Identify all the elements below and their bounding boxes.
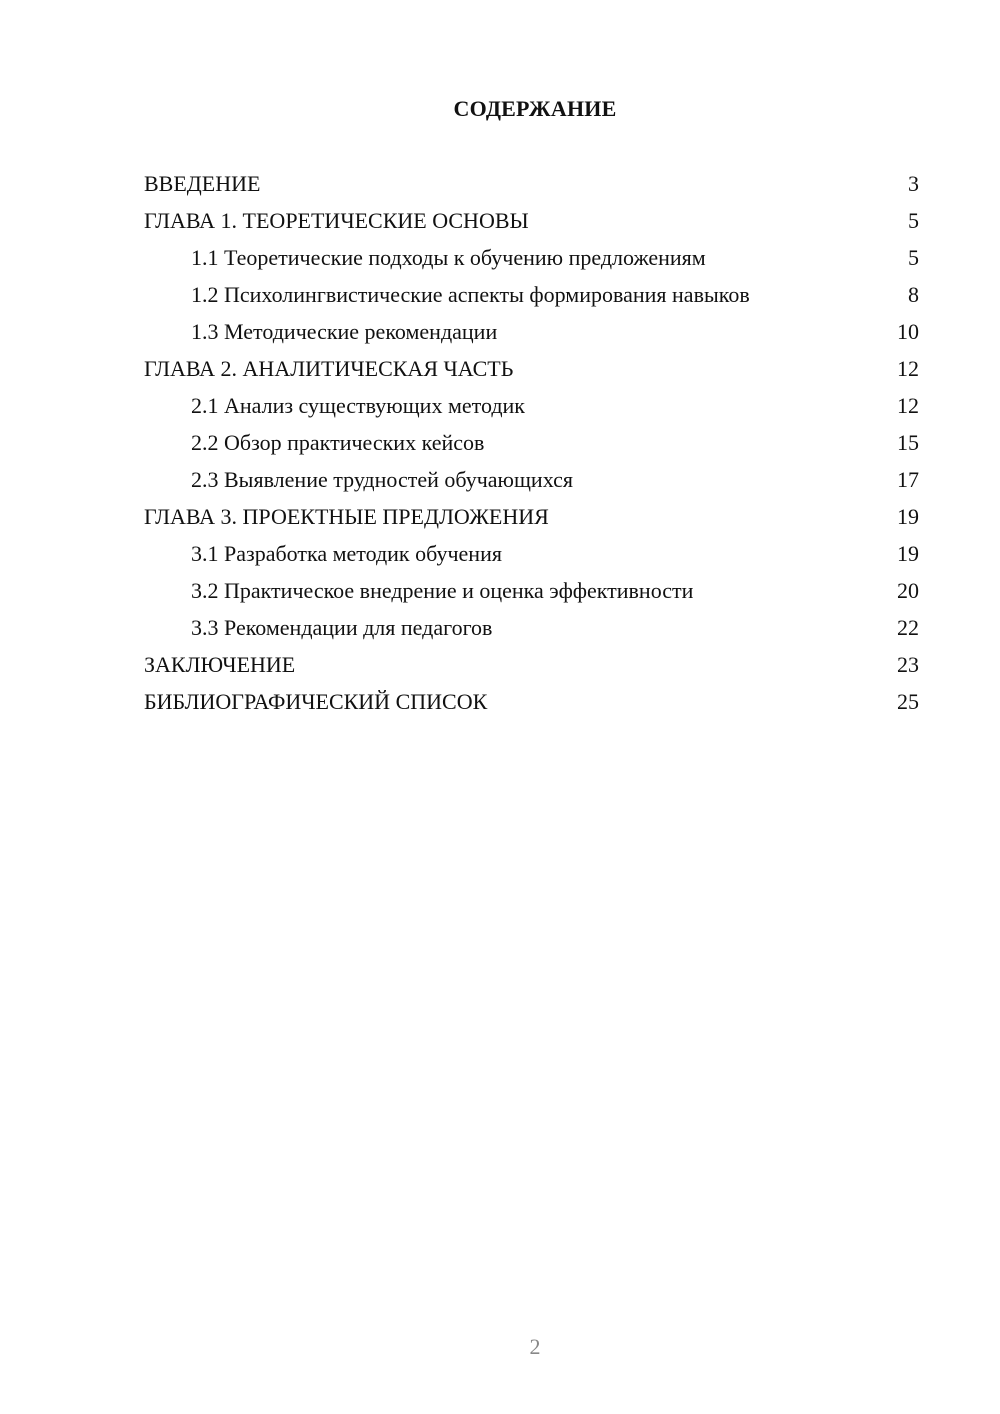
toc-entry-conclusion[interactable] (144, 652, 919, 678)
toc-entry-label: 2.1 Анализ существующих методик (191, 393, 525, 418)
toc-entry-label: 2.2 Обзор практических кейсов (191, 430, 485, 455)
toc-entry-label: БИБЛИОГРАФИЧЕСКИЙ СПИСОК (144, 689, 488, 714)
toc-entry-section-1-1[interactable] (144, 245, 919, 271)
toc-entry-page: 17 (897, 467, 919, 492)
toc-entry-section-3-3[interactable] (144, 615, 919, 641)
toc-entry-label: 1.3 Методические рекомендации (191, 319, 498, 344)
toc-entry-section-3-1[interactable] (144, 541, 919, 567)
toc-entry-label: ГЛАВА 1. ТЕОРЕТИЧЕСКИЕ ОСНОВЫ (144, 208, 529, 233)
toc-entry-label: 3.2 Практическое внедрение и оценка эффективности (191, 578, 694, 603)
toc-entry-section-3-2[interactable] (144, 578, 919, 604)
toc-entry-section-2-1[interactable] (144, 393, 919, 419)
toc-entry-page: 15 (897, 430, 919, 455)
toc-entry-page: 20 (897, 578, 919, 603)
toc-entry-section-1-2[interactable] (144, 282, 919, 308)
toc-entry-page: 25 (897, 689, 919, 714)
toc-entry-label: ЗАКЛЮЧЕНИЕ (144, 652, 296, 677)
toc-entry-chapter-2[interactable] (144, 356, 919, 382)
toc-entry-label: 1.1 Теоретические подходы к обучению предложениям (191, 245, 706, 270)
toc-entry-label: 2.3 Выявление трудностей обучающихся (191, 467, 573, 492)
table-of-contents (144, 171, 919, 726)
toc-entry-section-1-3[interactable] (144, 319, 919, 345)
toc-entry-label: ГЛАВА 2. АНАЛИТИЧЕСКАЯ ЧАСТЬ (144, 356, 514, 381)
toc-entry-page: 5 (908, 245, 919, 270)
toc-entry-label: 3.3 Рекомендации для педагогов (191, 615, 493, 640)
toc-entry-label: 3.1 Разработка методик обучения (191, 541, 502, 566)
toc-entry-section-2-3[interactable] (144, 467, 919, 493)
toc-entry-introduction[interactable] (144, 171, 919, 197)
toc-entry-label: ВВЕДЕНИЕ (144, 171, 261, 196)
toc-entry-page: 19 (897, 541, 919, 566)
toc-entry-page: 12 (897, 356, 919, 381)
toc-entry-label: ГЛАВА 3. ПРОЕКТНЫЕ ПРЕДЛОЖЕНИЯ (144, 504, 549, 529)
page-title: СОДЕРЖАНИЕ (453, 96, 617, 121)
toc-entry-label: 1.2 Психолингвистические аспекты формирования навыков (191, 282, 750, 307)
toc-entry-page: 8 (908, 282, 919, 307)
toc-entry-page: 23 (897, 652, 919, 677)
toc-entry-page: 19 (897, 504, 919, 529)
page-number: 2 (529, 1334, 541, 1359)
toc-entry-page: 3 (908, 171, 919, 196)
toc-entry-page: 22 (897, 615, 919, 640)
toc-entry-page: 5 (908, 208, 919, 233)
toc-entry-bibliography[interactable] (144, 689, 919, 715)
toc-entry-page: 10 (897, 319, 919, 344)
toc-entry-chapter-3[interactable] (144, 504, 919, 530)
toc-entry-page: 12 (897, 393, 919, 418)
toc-entry-section-2-2[interactable] (144, 430, 919, 456)
toc-entry-chapter-1[interactable] (144, 208, 919, 234)
